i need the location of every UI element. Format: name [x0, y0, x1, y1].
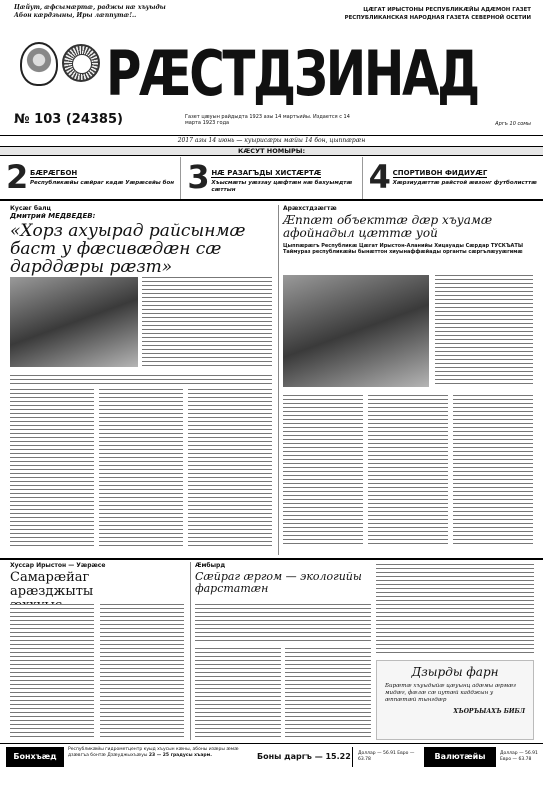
wishes-box	[376, 660, 534, 740]
lead-body	[142, 277, 272, 367]
teaser-page: 2	[6, 158, 29, 196]
right-body	[435, 275, 533, 387]
footer-bar	[0, 743, 543, 781]
teaser-text: Республикӕйы сӕйраг кадӕ Уӕрӕсейы бон	[30, 180, 175, 186]
bottom-left-rubric: Хуссар Ирыстон — Уӕрӕсе	[10, 562, 106, 569]
right-body-4	[453, 395, 533, 545]
bottom-left-body-2	[100, 604, 184, 738]
weather-text-2: 23 — 25 градусы хъарм.	[148, 753, 213, 758]
lead-headline: «Хорз ахуырад райсынмӕ баст у фӕсивӕдӕн сӕ дарддӕры рӕзт»	[10, 221, 246, 277]
issue-number: № 103 (24385)	[14, 112, 123, 127]
footer-rates: Доллар — 56.91 Евро — 63.78	[358, 751, 415, 762]
currency-label: Валютӕйы аргъ	[424, 747, 496, 767]
day-length: Боны даргъ — 15.22	[257, 747, 353, 767]
wishes-title: Дзырды фарн	[411, 665, 499, 679]
newspaper-title: РӔСТДЗИНАД	[106, 37, 478, 110]
founded-note: Газет цӕуын райдыдта 1923 азы 14 мартъийы. Издается с 14 марта 1923 года	[185, 114, 350, 126]
teaser-rubric: БӔРӔГБОН	[30, 169, 78, 177]
bottom-mid-body-3	[285, 648, 371, 738]
bottom-left-article	[10, 562, 186, 740]
teaser-page: 4	[368, 158, 391, 196]
coat-of-arms-icon	[20, 42, 58, 86]
teasers-row	[0, 157, 543, 201]
bottom-mid-rubric: Ӕмбырд	[195, 562, 226, 569]
right-lede: Цыппӕрӕгъ Республикӕ Цӕгат Ирыстон-Аланийы Хицауады Сӕрдар ТУСКЪАТЫ Таймураз республикӕйы бынӕттон хиуынаффӕйады органты сӕргълӕууӕгимӕ	[283, 243, 524, 255]
teaser-text: Хъысмӕты уӕззау цӕфтӕн нӕ бахуымдтӕ сӕттын	[211, 180, 353, 193]
right-article	[278, 205, 534, 555]
bottom-right-body	[376, 564, 534, 656]
seal-icon	[62, 44, 100, 82]
lead-photo	[10, 277, 138, 367]
teaser-rubric: НӔ РАЗАГЪДЫ ХИСТӔРТӔ	[211, 169, 322, 177]
dateline: 2017 азы 14 июнь — куырисӕры мӕйы 14 бон, цыппӕрӕн	[0, 135, 543, 145]
teaser-rubric: СПОРТИВОН ФИДИУӔГ	[392, 169, 488, 177]
contents-bar: КӔСУТ НОМЫРЫ:	[0, 146, 543, 156]
lead-body-3	[10, 389, 94, 549]
teaser-1[interactable]	[0, 157, 181, 199]
lead-rubric: Кусӕг балц	[10, 205, 51, 212]
currency-values: Доллар — 56.91 Евро — 63.78	[500, 751, 538, 762]
masthead	[0, 0, 543, 135]
bottom-mid-article	[190, 562, 372, 740]
lead-byline: Дмитрий МЕДВЕДЕВ:	[10, 212, 96, 220]
teaser-2[interactable]	[181, 157, 362, 199]
right-body-3	[368, 395, 448, 545]
right-headline: Ӕппӕт объекттӕ дӕр хъуамӕ афойнадыл цӕттӕ уой	[283, 213, 493, 240]
price: Аргъ 10 сомы	[495, 121, 531, 127]
weather-text	[68, 747, 253, 759]
slogan: Цӕйут, ӕфсымӕртӕ, раджы нӕ хъуыды Абон кӕрдзыны, Иры лӕппутӕ!..	[14, 4, 166, 19]
lead-body-5	[188, 389, 272, 549]
lead-body-4	[99, 389, 183, 549]
bottom-mid-body	[195, 604, 371, 644]
right-body-2	[283, 395, 363, 545]
publisher-block	[286, 6, 531, 22]
right-photo	[283, 275, 429, 387]
teaser-page: 3	[187, 158, 210, 196]
publisher-ru: РЕСПУБЛИКАНСКАЯ НАРОДНАЯ ГАЗЕТА СЕВЕРНОЙ ОСЕТИИ	[344, 15, 531, 21]
lead-article	[10, 205, 272, 555]
weather-label: Бонхъӕд	[6, 747, 64, 767]
bottom-left-body	[10, 604, 94, 738]
wishes-signature: ХЪОРЪЫАХЪ БИБЛ	[453, 708, 525, 715]
lead-body-2	[10, 375, 272, 385]
section-divider	[0, 558, 543, 560]
bottom-left-headline: Самарӕйаг арӕзджыты	[10, 570, 94, 599]
weather-text-1: Республикӕйы гидрометцентр куыд хъусын кӕны, абоны изӕры ӕмӕ дзӕвгъа бонтӕ Дзӕуджыхъӕуы	[68, 747, 239, 758]
right-rubric: Арӕхстдзӕгтӕ	[283, 205, 337, 212]
teaser-3[interactable]	[363, 157, 543, 199]
wishes-verse: Бирӕтӕ хъуыдыйӕ цӕуынц адӕмы ӕрмӕг мидӕг, фӕлӕ сӕ иутӕй кадджын у ӕппӕтӕй тынгдӕр	[385, 683, 517, 703]
bottom-mid-headline: Сӕйраг ӕргом — экологийы фарстатӕн	[195, 570, 362, 595]
publisher-os: ЦӔГАТ ИРЫСТОНЫ РЕСПУБЛИКӔЙЫ АДӔМОН ГАЗЕТ	[363, 7, 531, 13]
teaser-text: Хӕрзиудӕттӕ райстой ӕвзонг футболисттӕ	[392, 180, 537, 186]
bottom-mid-body-2	[195, 648, 281, 738]
